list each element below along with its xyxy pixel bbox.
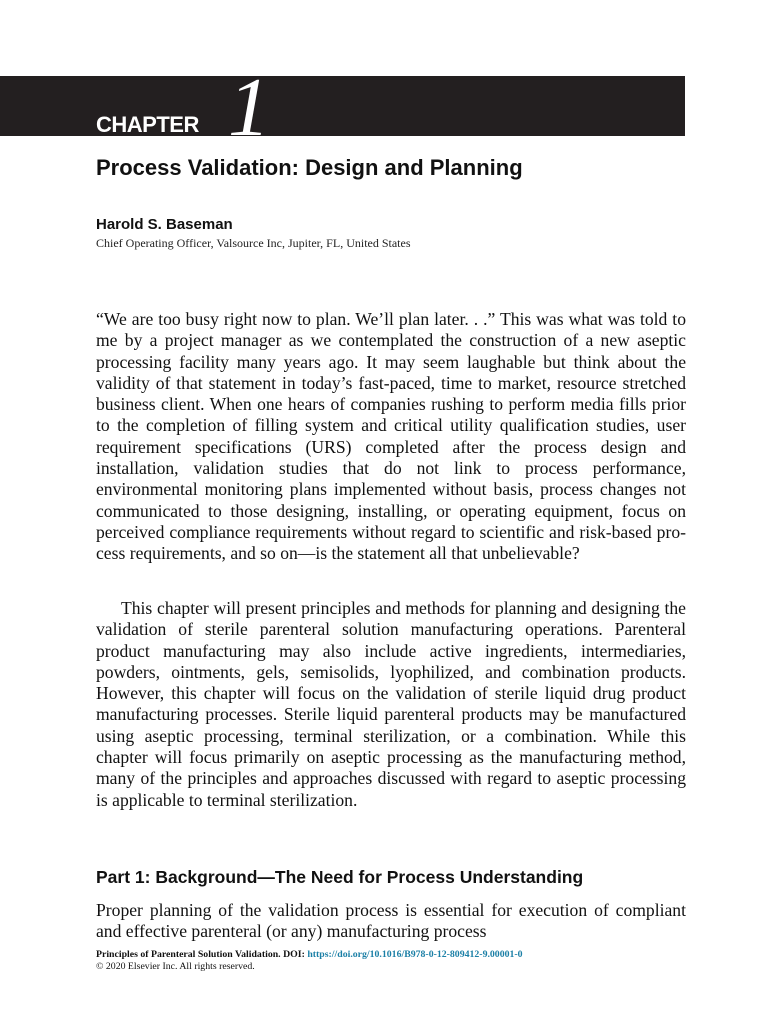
footer-doi-label: DOI:	[283, 949, 305, 960]
footer-citation	[96, 949, 523, 961]
page-footer	[96, 949, 523, 973]
section-heading: Part 1: Background—The Need for Process Understanding	[96, 867, 584, 887]
chapter-label: CHAPTER	[96, 112, 199, 137]
chapter-number: 1	[228, 61, 270, 154]
author-affiliation: Chief Operating Officer, Valsource Inc, Jupiter, FL, United States	[96, 236, 411, 250]
footer-book-title: Principles of Parenteral Solution Validation.	[96, 949, 281, 960]
chapter-title: Process Validation: Design and Planning	[96, 155, 523, 180]
footer-copyright: © 2020 Elsevier Inc. All rights reserved.	[96, 961, 255, 972]
body-paragraph-1: “We are too busy right now to plan. We’ll plan later. . .” This was what was told to me by a project manager as we contemplated the construction of a new aseptic processing facility many years ago. It may seem laughable but think about the validity of that statement in today’s fast-paced, time to market, resource stretched business client. When one hears of companies rushing to perform media fills prior to the completion of filling system and critical utility qualification studies, user requirement specifications (URS) completed after the process design and installation, validation studies that do not link to process performance, environmental monitoring plans implemented without basis, process changes not communicated to those designing, installing, or operating equipment, focus on perceived compliance requirements without regard to scientific and risk-based process requirements, and so on—is the statement all that unbelievable?	[96, 309, 686, 564]
body-paragraph-2: This chapter will present principles and methods for planning and designing the validation of sterile parenteral solution manufacturing operations. Parenteral product manufacturing may also include active ingredients, intermediaries, powders, ointments, gels, semisolids, lyophilized, and combination products. However, this chapter will focus on the validation of sterile liquid drug product manufacturing processes. Sterile liquid parenteral products may be manufactured using aseptic processing, terminal sterilization, or a combination. While this chapter will focus primarily on aseptic processing as the manufacturing method, many of the principles and approaches discussed with regard to aseptic processing is applicable to terminal sterilization.	[96, 598, 686, 810]
author-name: Harold S. Baseman	[96, 216, 233, 233]
doi-link[interactable]: https://doi.org/10.1016/B978-0-12-809412-9.00001-0	[307, 949, 523, 960]
body-paragraph-3: Proper planning of the validation process is essential for execution of compliant and effective parenteral (or any) manufacturing process	[96, 900, 686, 942]
